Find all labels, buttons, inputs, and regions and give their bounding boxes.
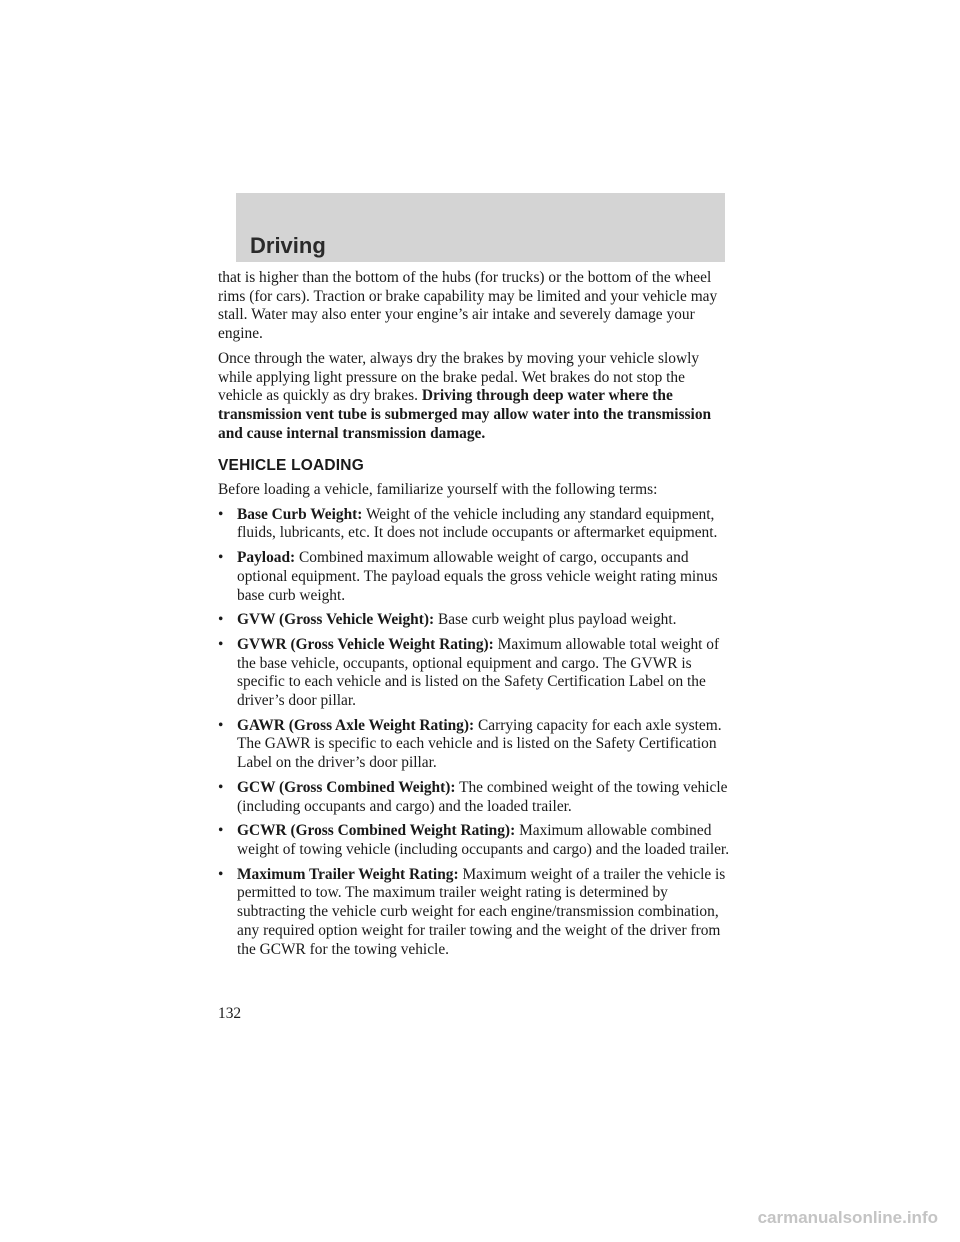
term-label: GVW (Gross Vehicle Weight):	[237, 611, 435, 629]
paragraph-dry-brakes-text: Once through the water, always dry the brakes by moving your vehicle slowly while applying light pressure on the brake pedal. Wet brakes do not stop the vehicle as quickly as dry brakes.	[218, 349, 700, 405]
list-item	[218, 636, 730, 711]
term-definition: Combined maximum allowable weight of cargo, occupants and optional equipment. The payload equals the gross vehicle weight rating minus base curb weight.	[237, 549, 718, 604]
term-label: Base Curb Weight:	[237, 505, 363, 523]
list-item	[218, 779, 730, 816]
term-definition: Maximum allowable combined weight of towing vehicle (including occupants and cargo) and the loaded trailer.	[237, 822, 730, 858]
paragraph-dry-brakes	[218, 350, 730, 444]
list-item	[218, 717, 730, 773]
paragraph-continued: that is higher than the bottom of the hubs (for trucks) or the bottom of the wheel rims (for cars). Traction or brake capability may be limited and your vehicle may stall. Water may also enter your engine’s air intake and severely damage your engine.	[218, 269, 718, 343]
list-item	[218, 506, 730, 543]
term-definition: Weight of the vehicle including any standard equipment, fluids, lubricants, etc. It does not include occupants or aftermarket equipment.	[237, 505, 718, 542]
bullet-icon: •	[218, 778, 224, 796]
list-item	[218, 822, 730, 859]
term-definition: Maximum weight of a trailer the vehicle is permitted to tow. The maximum trailer weight rating is determined by subtracting the vehicle curb weight for each engine/transmission combination, any required option weight for trailer towing and the weight of the driver from the GCWR for the towing vehicle.	[237, 865, 726, 958]
bullet-icon: •	[218, 505, 224, 523]
term-label: GVWR (Gross Vehicle Weight Rating):	[237, 635, 494, 653]
watermark-text: carmanualsonline.info	[757, 1208, 938, 1227]
term-label: Maximum Trailer Weight Rating:	[237, 865, 459, 883]
term-label: GCW (Gross Combined Weight):	[237, 778, 456, 796]
list-item	[218, 611, 730, 630]
term-label: Payload:	[237, 549, 296, 567]
term-definition: Maximum allowable total weight of the base vehicle, occupants, optional equipment and cargo. The GVWR is specific to each vehicle and is listed on the Safety Certification Label on the driver’s door pillar.	[237, 635, 720, 710]
term-label: GAWR (Gross Axle Weight Rating):	[237, 716, 475, 734]
transmission-warning: Driving through deep water where the transmission vent tube is submerged may allow water into the transmission and cause internal transmission damage.	[218, 387, 712, 442]
bullet-icon: •	[218, 865, 224, 883]
list-item	[218, 549, 730, 605]
vehicle-loading-heading: VEHICLE LOADING	[218, 457, 364, 475]
bullet-icon: •	[218, 822, 224, 840]
section-header-band	[236, 193, 725, 262]
bullet-icon: •	[218, 716, 224, 734]
page-content	[218, 269, 730, 965]
bullet-icon: •	[218, 549, 224, 567]
vehicle-loading-intro: Before loading a vehicle, familiarize yourself with the following terms:	[218, 481, 658, 499]
bullet-icon: •	[218, 635, 224, 653]
page-number: 132	[218, 1005, 242, 1022]
term-definition: Base curb weight plus payload weight.	[437, 611, 677, 629]
term-definition: The combined weight of the towing vehicle (including occupants and cargo) and the loaded trailer.	[237, 778, 728, 815]
list-item	[218, 866, 730, 960]
bullet-icon: •	[218, 611, 224, 629]
section-title: Driving	[250, 233, 326, 258]
loading-terms-list	[218, 506, 730, 959]
term-definition: Carrying capacity for each axle system. The GAWR is specific to each vehicle and is listed on the Safety Certification Label on the driver’s door pillar.	[237, 716, 722, 772]
term-label: GCWR (Gross Combined Weight Rating):	[237, 822, 516, 840]
